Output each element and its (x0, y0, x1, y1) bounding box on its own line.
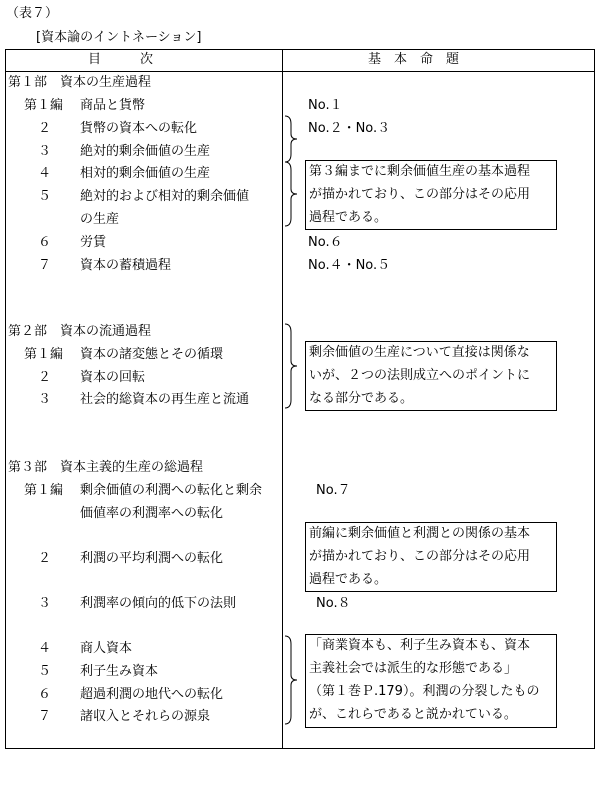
row-text: 絶対的および相対的剰余価値 (80, 189, 250, 204)
row-num: 第１編 (24, 483, 64, 498)
row-text: の生産 (80, 212, 120, 227)
note-line: いが、２つの法則成立へのポイントに (309, 368, 531, 383)
row-text: 社会的総資本の再生産と流通 (80, 392, 250, 407)
row-text: 絶対的剰余価値の生産 (80, 144, 211, 159)
row-text: 諸収入とそれらの源泉 (80, 709, 211, 724)
row-text: 資本の回転 (80, 370, 146, 385)
row-num: ２ (38, 551, 52, 566)
note-line: 剰余価値の生産について直接は関係な (309, 345, 530, 360)
note-line: が描かれており、この部分はその応用 (309, 187, 531, 202)
part-1-title: 第１部 資本の生産過程 (8, 75, 152, 90)
note-line: 過程である。 (309, 572, 388, 587)
note-line: 主義社会では派生的な形態である」 (309, 661, 518, 676)
note-box-part2 (305, 341, 557, 411)
brace-bracket (283, 160, 299, 228)
brace-bracket (283, 322, 299, 410)
note-line: 前編に剰余価値と利潤との関係の基本 (309, 526, 531, 541)
note-line: 「商業資本も、利子生み資本も、資本 (309, 638, 531, 653)
ref-no2-no3: No.２・No.３ (308, 121, 391, 136)
ref-no8: No.８ (316, 596, 351, 611)
row-num: ７ (38, 258, 52, 273)
header-contents: 目 次 (88, 52, 154, 67)
row-num: ２ (38, 370, 52, 385)
row-num: ３ (38, 392, 52, 407)
row-num: ４ (38, 166, 52, 181)
row-num: ４ (38, 641, 52, 656)
note-line: 第３編までに剰余価値生産の基本過程 (309, 164, 531, 179)
note-box-part3-b (305, 634, 557, 728)
row-num: ３ (38, 144, 52, 159)
row-num: ６ (38, 235, 52, 250)
ref-no7: No.７ (316, 483, 351, 498)
note-line: が、これらであると説かれている。 (309, 707, 517, 722)
note-line: （第１巻Ｐ.179）。利潤の分裂したもの (309, 684, 540, 699)
part-3-title: 第３部 資本主義的生産の総過程 (8, 460, 204, 475)
note-line: 過程である。 (309, 210, 388, 225)
ref-no6: No.６ (308, 235, 343, 250)
note-line: が描かれており、この部分はその応用 (309, 549, 531, 564)
ref-no4-no5: No.４・No.５ (308, 258, 391, 273)
ref-no1: No.１ (308, 98, 343, 113)
row-text: 商品と貨幣 (80, 98, 146, 113)
row-text: 相対的剰余価値の生産 (80, 166, 211, 181)
row-num: 第１編 (24, 347, 64, 362)
table-subtitle: [資本論のイントネーション] (36, 30, 202, 45)
row-num: ３ (38, 596, 52, 611)
row-text: 貨幣の資本への転化 (80, 121, 198, 136)
brace-bracket (283, 114, 299, 164)
table-caption: （表７） (6, 6, 59, 21)
row-text: 価値率の利潤率への転化 (80, 506, 224, 521)
row-num: ５ (38, 189, 52, 204)
row-num: ２ (38, 121, 52, 136)
part-2-title: 第２部 資本の流通過程 (8, 324, 152, 339)
header-propositions: 基 本 命 題 (368, 52, 460, 67)
row-text: 超過利潤の地代への転化 (80, 687, 224, 702)
row-text: 資本の蓄積過程 (80, 258, 172, 273)
row-num: 第１編 (24, 98, 64, 113)
note-box-part3-a (305, 522, 557, 592)
row-text: 商人資本 (80, 641, 133, 656)
row-num: ７ (38, 709, 52, 724)
row-text: 利潤率の傾向的低下の法則 (80, 596, 237, 611)
row-num: ６ (38, 687, 52, 702)
row-text: 利潤の平均利潤への転化 (80, 551, 224, 566)
note-box-part1 (305, 160, 557, 230)
row-text: 利子生み資本 (80, 664, 159, 679)
row-text: 剰余価値の利潤への転化と剰余 (80, 483, 263, 498)
note-line: なる部分である。 (309, 391, 414, 406)
row-text: 資本の諸変態とその循環 (80, 347, 224, 362)
brace-bracket (283, 634, 299, 726)
row-num: ５ (38, 664, 52, 679)
row-text: 労賃 (80, 235, 107, 250)
